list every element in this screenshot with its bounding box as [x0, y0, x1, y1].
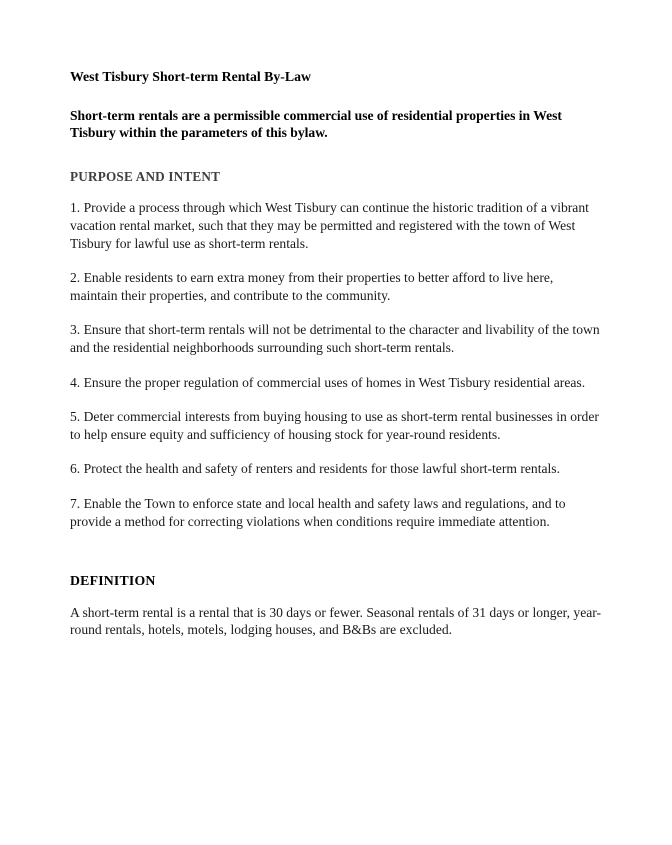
purpose-paragraph-3: 3. Ensure that short-term rentals will not be detrimental to the character and livability of the town and the residential neighborhoods surrounding such short-term rentals.: [70, 322, 600, 355]
section-heading-purpose-and-intent: PURPOSE AND INTENT: [70, 168, 221, 184]
section-heading-definition: DEFINITION: [70, 573, 156, 589]
purpose-paragraph-4: 4. Ensure the proper regulation of commercial uses of homes in West Tisbury residential areas.: [70, 374, 586, 390]
purpose-paragraph-6: 6. Protect the health and safety of renters and residents for those lawful short-term rentals.: [70, 461, 560, 477]
document-title: West Tisbury Short-term Rental By-Law: [70, 69, 311, 84]
purpose-paragraph-1: 1. Provide a process through which West Tisbury can continue the historic tradition of a vibrant vacation rental market, such that they may be permitted and registered with the town of West Tisbury for lawful use as short-term rentals.: [70, 200, 589, 251]
definition-paragraph: A short-term rental is a rental that is 30 days or fewer. Seasonal rentals of 31 days or longer, year-round rentals, hotels, motels, lodging houses, and B&Bs are excluded.: [70, 604, 602, 638]
purpose-paragraph-7: 7. Enable the Town to enforce state and local health and safety laws and regulations, and to provide a method for correcting violations when conditions require immediate attention.: [70, 495, 566, 529]
intro-paragraph: Short-term rentals are a permissible commercial use of residential properties in West Tisbury within the parameters of this bylaw.: [70, 107, 562, 141]
purpose-paragraph-2: 2. Enable residents to earn extra money from their properties to better afford to live here, maintain their properties, and contribute to the community.: [70, 270, 554, 303]
purpose-paragraph-5: 5. Deter commercial interests from buying housing to use as short-term rental businesses in order to help ensure equity and sufficiency of housing stock for year-round residents.: [70, 409, 599, 442]
